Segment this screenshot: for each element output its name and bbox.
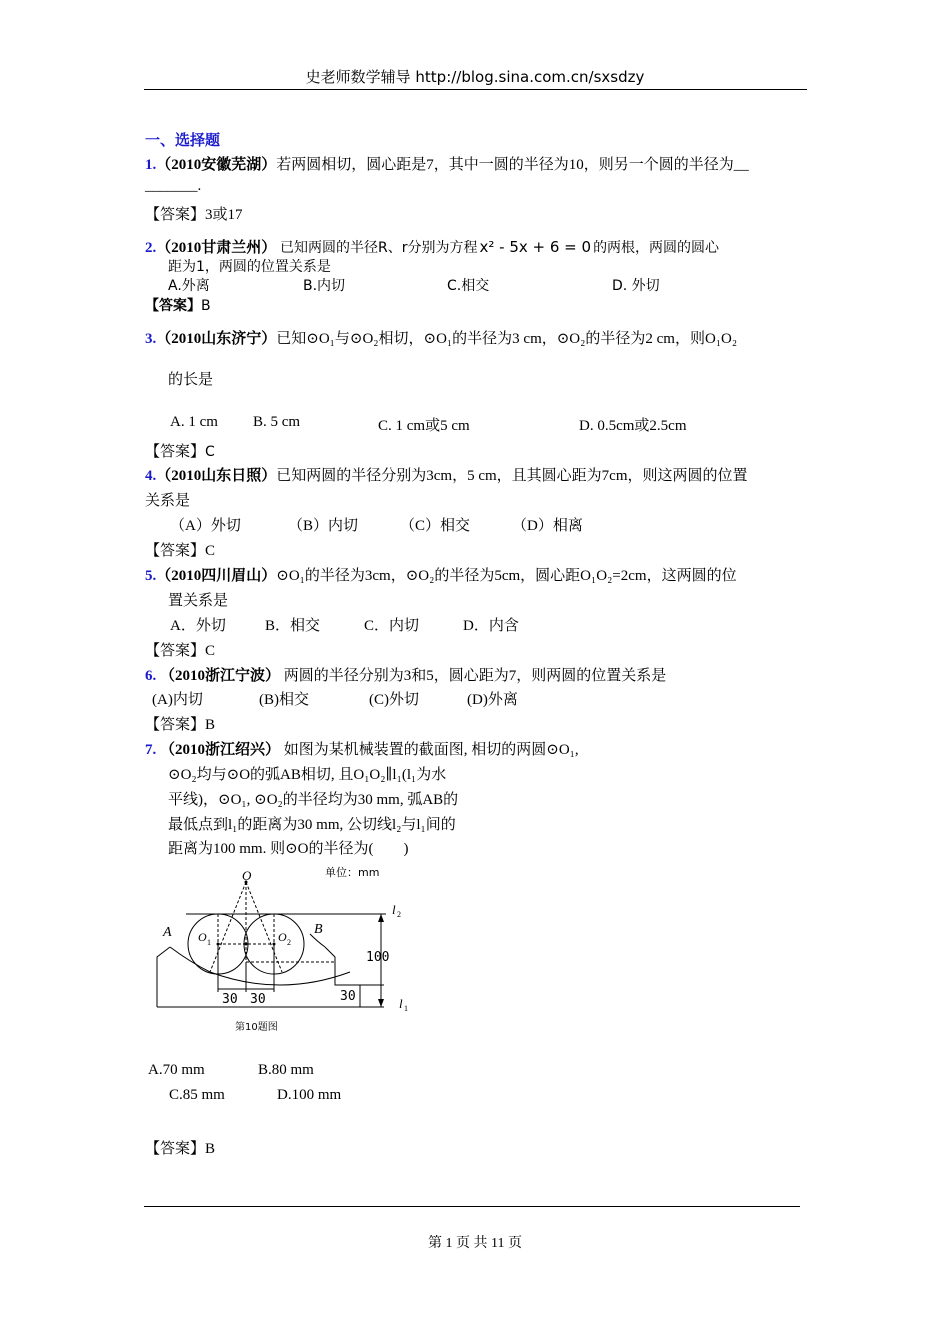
answer-value: 3或17 [205, 207, 243, 223]
answer-6 [145, 713, 215, 734]
q3-option-a: A. 1 cm [170, 414, 218, 430]
question-5 [145, 564, 737, 585]
q4-option-c: （C）相交 [400, 518, 471, 534]
answer-tag: 【答案】 [145, 543, 206, 559]
question-1-blank: _______. [145, 178, 202, 194]
question-source: （2010甘肃兰州） [156, 240, 277, 256]
q4-option-a: （A）外切 [170, 518, 241, 534]
answer-tag: 【答案】 [145, 207, 206, 223]
question-text: 已知两圆的半径R、r分别为方程 [280, 240, 478, 256]
q3-option-b: B. 5 cm [253, 414, 301, 430]
question-7-line3: 平线)，⊙O₁, ⊙O₂的半径均为30 mm, 弧AB的 [168, 792, 459, 808]
answer-2 [145, 295, 211, 315]
question-4-line2: 关系是 [145, 493, 191, 509]
question-7-line2: ⊙O₂均与⊙O的弧AB相切, 且O₁O₂∥l₁(l₁为水 [168, 767, 447, 783]
label-a: A [163, 925, 172, 940]
label-o: O [242, 868, 252, 883]
page-header: 史老师数学辅导 http://blog.sina.com.cn/sxsdzy [305, 68, 645, 86]
q3-option-c: C. 1 cm或5 cm [378, 418, 470, 434]
answer-value: C [205, 444, 215, 460]
header-rule [144, 89, 807, 90]
q4-option-d: （D）相离 [512, 518, 583, 534]
label-o2: O [278, 930, 287, 944]
label-l2-sub: 2 [397, 910, 401, 919]
arc-ab-left [170, 947, 210, 972]
label-o1: O [198, 930, 207, 944]
question-5-line2: 置关系是 [168, 593, 229, 609]
q2-option-b: B.内切 [303, 278, 346, 294]
question-source: （2010山东日照） [156, 468, 277, 484]
answer-1 [145, 203, 243, 224]
label-l2: l [392, 902, 396, 917]
answer-value: B [205, 717, 216, 733]
question-number: 2. [145, 240, 157, 256]
dim-30-right: 30 [250, 992, 266, 1007]
question-text-tail: 的两根，两圆的圆心 [593, 240, 720, 256]
q2-option-a: A.外离 [168, 278, 210, 294]
arc-ab [210, 972, 350, 985]
answer-value: B [201, 298, 211, 314]
question-text: 已知⊙O₁与⊙O₂相切，⊙O₁的半径为3 cm，⊙O₂的半径为2 cm，则O₁O₂ [276, 331, 738, 347]
question-4 [145, 464, 748, 485]
answer-value: B [205, 1141, 216, 1157]
question-text: ⊙O₁的半径为3cm，⊙O₂的半径为5cm，圆心距O₁O₂=2cm，这两圆的位 [276, 568, 737, 584]
answer-value: C [205, 543, 216, 559]
answer-tag: 【答案】 [145, 643, 206, 659]
question-number: 3. [145, 331, 157, 347]
mechanism-diagram [150, 862, 420, 1037]
section-title: 一、选择题 [145, 133, 221, 149]
answer-value: C [205, 643, 216, 659]
answer-tag: 【答案】 [145, 444, 206, 460]
label-l1-sub: 1 [404, 1004, 408, 1013]
question-source: （2010四川眉山） [156, 568, 277, 584]
q6-option-d: (D)外离 [467, 692, 518, 708]
q3-option-d: D. 0.5cm或2.5cm [579, 418, 687, 434]
question-3 [145, 327, 737, 348]
question-text: 两圆的半径分别为3和5，圆心距为7，则两圆的位置关系是 [283, 668, 667, 684]
question-source: （2010山东济宁） [156, 331, 277, 347]
question-text: 如图为某机械装置的截面图, 相切的两圆⊙O₁, [283, 742, 579, 758]
label-o1-sub: 1 [207, 938, 211, 947]
footer-rule [144, 1206, 800, 1207]
dim-30-left: 30 [222, 992, 238, 1007]
answer-4 [145, 539, 215, 560]
q2-option-d: D. 外切 [612, 278, 660, 294]
question-source: （2010浙江宁波） [160, 668, 281, 684]
q6-option-b: (B)相交 [259, 692, 309, 708]
question-2-line2: 距为1，两圆的位置关系是 [168, 259, 331, 275]
q7-option-d: D.100 mm [277, 1087, 342, 1103]
question-number: 1. [145, 157, 157, 173]
answer-5 [145, 639, 215, 660]
question-7-line5: 距离为100 mm. 则⊙O的半径为( ) [168, 841, 409, 857]
q6-option-c: (C)外切 [369, 692, 419, 708]
question-number: 4. [145, 468, 157, 484]
q7-option-c: C.85 mm [169, 1087, 225, 1103]
q6-option-a: (A)内切 [152, 692, 203, 708]
q5-option-a: A．外切 [170, 618, 226, 634]
q7-option-b: B.80 mm [258, 1062, 314, 1078]
label-o2-sub: 2 [287, 938, 291, 947]
question-2 [145, 236, 719, 257]
question-number: 6. [145, 668, 157, 684]
question-source: （2010浙江绍兴） [160, 742, 281, 758]
dim-30-base: 30 [340, 989, 356, 1004]
q7-option-a: A.70 mm [148, 1062, 205, 1078]
q4-option-b: （B）内切 [288, 518, 359, 534]
label-l1: l [399, 996, 403, 1011]
q2-option-c: C.相交 [447, 278, 490, 294]
question-text: 若两圆相切，圆心距是7，其中一圆的半径为10，则另一个圆的半径为__ [276, 157, 749, 173]
page-number: 第 1 页 共 11 页 [428, 1236, 522, 1251]
dim-100: 100 [366, 950, 390, 965]
question-text: 已知两圆的半径分别为3cm，5 cm，且其圆心距为7cm，则这两圆的位置 [276, 468, 748, 484]
label-b: B [314, 922, 323, 937]
q5-option-c: C．内切 [364, 618, 420, 634]
question-source: （2010安徽芜湖） [156, 157, 277, 173]
answer-tag: 【答案】 [145, 1141, 206, 1157]
equation: x² - 5x + 6 = 0 [479, 238, 592, 256]
answer-3 [145, 440, 215, 461]
answer-tag: 【答案】 [145, 717, 206, 733]
unit-label: 单位：mm [325, 866, 380, 879]
q5-option-d: D．内含 [463, 618, 519, 634]
question-7 [145, 738, 579, 759]
q5-option-b: B．相交 [265, 618, 321, 634]
mechanism-figure [150, 862, 420, 1042]
question-6 [145, 664, 666, 685]
question-number: 5. [145, 568, 157, 584]
answer-tag: 【答案】 [145, 298, 201, 314]
question-3-line2: 的长是 [168, 372, 214, 388]
figure-caption: 第10题图 [235, 1022, 278, 1033]
question-number: 7. [145, 742, 157, 758]
question-7-line4: 最低点到l₁的距离为30 mm, 公切线l₂与l₁间的 [168, 817, 456, 833]
question-1 [145, 153, 749, 174]
base-left-edge [157, 947, 170, 1007]
answer-7 [145, 1137, 215, 1158]
